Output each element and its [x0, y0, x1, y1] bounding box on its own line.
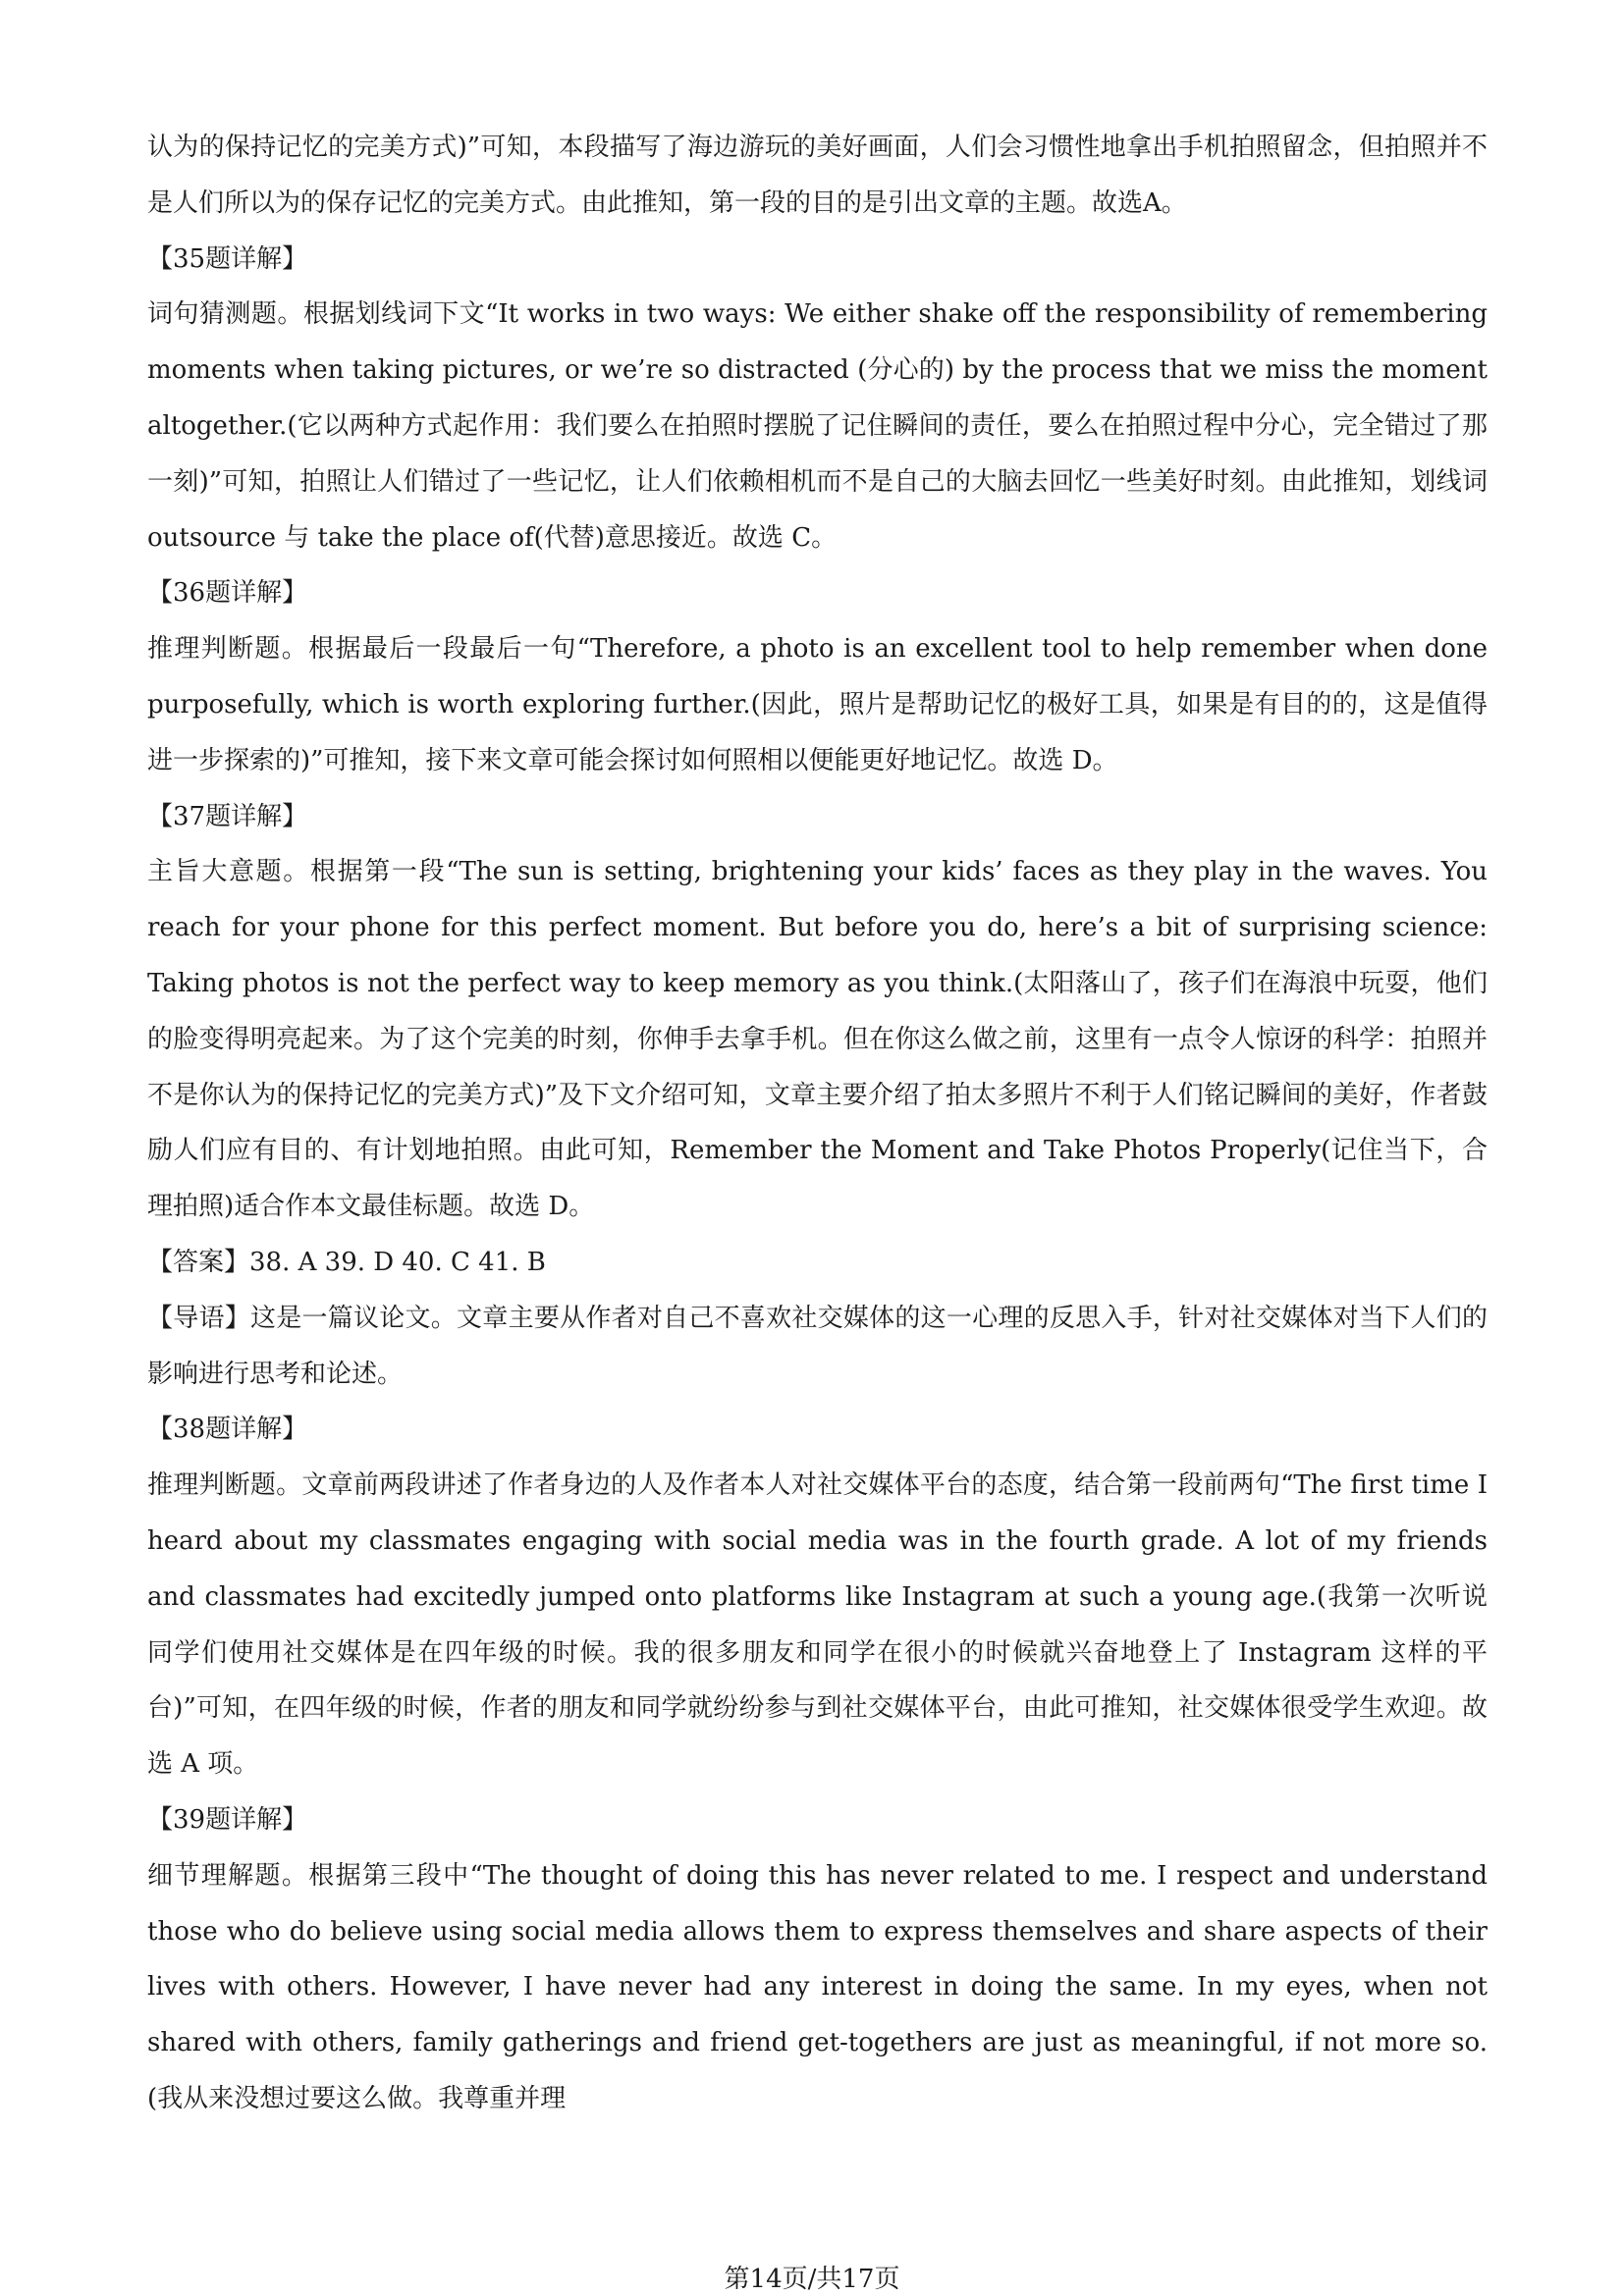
document-body [147, 120, 1488, 2127]
answer-line: 【答案】38. A 39. D 40. C 41. B [147, 1247, 546, 1277]
paragraph-intro: 【导语】这是一篇议论文。文章主要从作者对自己不喜欢社交媒体的这一心理的反思入手，针对社交媒体对当下人们的影响进行思考和论述。 [147, 1303, 1488, 1389]
paragraph-q36: 推理判断题。根据最后一段最后一句“Therefore, a photo is an excellent tool to help remember when done purposefully, which is worth exploring further.(因此，照片是帮助记忆的极好工具，如果是有目的的，这是值得进一步探索的)”可推知，接下来文章可能会探讨如何照相以便能更好地记忆。故选 D。 [147, 634, 1488, 775]
paragraph-q35: 词句猜测题。根据划线词下文“It works in two ways: We either shake off the responsibility of remembering moments when taking pictures, or we’re so distracted (分心的) by the process that we miss the moment altogether.(它以两种方式起作用：我们要么在拍照时摆脱了记住瞬间的责任，要么在拍照过程中分心，完全错过了那一刻)”可知，拍照让人们错过了一些记忆，让人们依赖相机而不是自己的大脑去回忆一些美好时刻。由此推知，划线词 outsource 与 take the place of(代替)意思接近。故选 C。 [147, 299, 1488, 553]
heading-q37: 【37题详解】 [147, 801, 308, 831]
paragraph-q37: 主旨大意题。根据第一段“The sun is setting, brightening your kids’ faces as they play in the waves. You reach for your phone for this perfect moment. But before you do, here’s a bit of surprising science: Taking photos is not the perfect way to keep memory as you think.(太阳落山了，孩子们在海浪中玩耍，他们的脸变得明亮起来。为了这个完美的时刻，你伸手去拿手机。但在你这么做之前，这里有一点令人惊讶的科学：拍照并不是你认为的保持记忆的完美方式)”及下文介绍可知，文章主要介绍了拍太多照片不利于人们铭记瞬间的美好，作者鼓励人们应有目的、有计划地拍照。由此可知，Remember the Moment and Take Photos Properly(记住当下，合理拍照)适合作本文最佳标题。故选 D。 [147, 857, 1488, 1222]
paragraph-q38: 推理判断题。文章前两段讲述了作者身边的人及作者本人对社交媒体平台的态度，结合第一段前两句“The first time I heard about my classmates engaging with social media was in the fourth grade. A lot of my friends and classmates had excitedly jumped onto platforms like Instagram at such a young age.(我第一次听说同学们使用社交媒体是在四年级的时候。我的很多朋友和同学在很小的时候就兴奋地登上了 Instagram 这样的平台)”可知，在四年级的时候，作者的朋友和同学就纷纷参与到社交媒体平台，由此可推知，社交媒体很受学生欢迎。故选 A 项。 [147, 1470, 1488, 1780]
heading-q36: 【36题详解】 [147, 578, 308, 609]
paragraph-q39: 细节理解题。根据第三段中“The thought of doing this has never related to me. I respect and understand those who do believe using social media allows them to express themselves and share aspects of their lives with others. However, I have never had any interest in doing the same. In my eyes, when not shared with others, family gatherings and friend get-togethers are just as meaningful, if not more so. (我从来没想过要这么做。我尊重并理 [147, 1860, 1488, 2113]
page-number: 第14页/共17页 [724, 2265, 900, 2294]
paragraph-34-conclusion: 认为的保持记忆的完美方式)”可知，本段描写了海边游玩的美好画面，人们会习惯性地拿出手机拍照留念，但拍照并不是人们所以为的保存记忆的完美方式。由此推知，第一段的目的是引出文章的主题。故选A。 [147, 133, 1488, 218]
heading-q39: 【39题详解】 [147, 1804, 308, 1835]
heading-q38: 【38题详解】 [147, 1415, 308, 1445]
heading-q35: 【35题详解】 [147, 243, 308, 274]
